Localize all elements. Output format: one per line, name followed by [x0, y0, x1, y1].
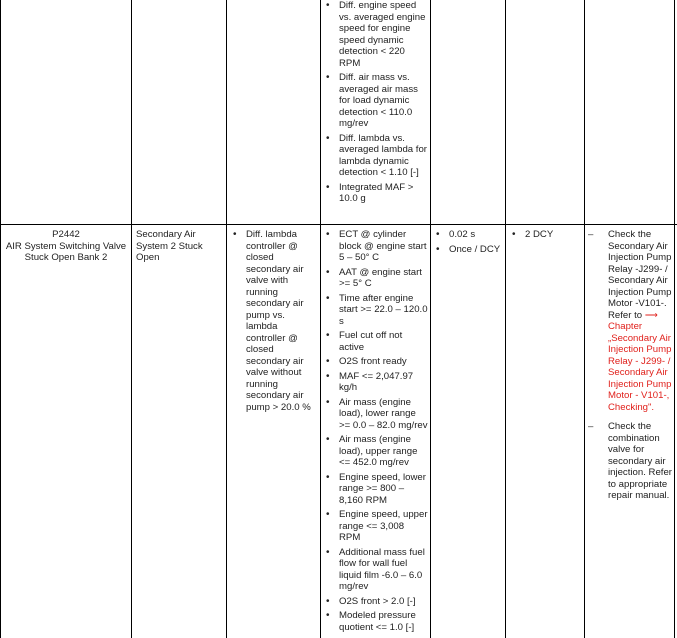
column-divider	[131, 0, 132, 638]
dtc-code: P2442	[52, 229, 80, 240]
repair-step-text: Check the Secondary Air Injection Pump Relay -J299- / Secondary Air Injection Pump Motor -V101-. Refer to	[608, 229, 672, 321]
list-item: • Time after engine start >= 22.0 – 120.0 s	[326, 293, 428, 328]
list-item: • Engine speed, upper range <= 3,008 RPM	[326, 509, 428, 544]
list-item: • O2S front ready	[326, 356, 428, 368]
list-item: • Engine speed, lower range >= 800 – 8,160 RPM	[326, 472, 428, 507]
table-border-left	[0, 0, 1, 638]
threshold-list	[233, 229, 318, 413]
column-divider	[430, 0, 431, 638]
row2-conditions-list	[326, 229, 428, 633]
arrow-right-icon: ⟶	[644, 309, 658, 320]
repair-step	[588, 229, 672, 413]
threshold-cell	[233, 229, 318, 416]
list-item: • Diff. lambda controller @ closed secondary air valve with running secondary air pump vs. lambda controller @ closed secondary air valve without running secondary air pump > 20.0 %	[233, 229, 318, 413]
mil-list	[512, 229, 582, 241]
error-type-text: Secondary Air System 2 Stuck Open	[136, 229, 203, 263]
row-divider	[0, 224, 677, 225]
list-item: • ECT @ cylinder block @ engine start 5 – 50° C	[326, 229, 428, 264]
list-item: • Diff. engine speed vs. averaged engine speed for engine speed dynamic detection < 220 RPM	[326, 0, 428, 69]
time-required-cell	[436, 229, 502, 258]
repair-steps-list	[588, 229, 672, 502]
column-divider	[226, 0, 227, 638]
list-item: • Air mass (engine load), upper range <= 452.0 mg/rev	[326, 434, 428, 469]
list-item: • AAT @ engine start >= 5° C	[326, 267, 428, 290]
repair-step-text: Check the combination valve for secondary air injection. Refer to appropriate repair manual.	[608, 421, 672, 501]
row1-enable-conditions-cell	[326, 0, 428, 208]
list-item: • Modeled pressure quotient <= 1.0 [-]	[326, 610, 428, 633]
column-divider	[584, 0, 585, 638]
list-item: • O2S front > 2.0 [-]	[326, 596, 428, 608]
list-item: • Diff. lambda vs. averaged lambda for lambda dynamic detection < 1.10 [-]	[326, 133, 428, 179]
table-border-right	[674, 0, 675, 638]
list-item: • Air mass (engine load), lower range >= 0.0 – 82.0 mg/rev	[326, 397, 428, 432]
dtc-description: AIR System Switching Valve Stuck Open Bank 2	[5, 240, 127, 263]
list-item: • Once / DCY	[436, 244, 502, 256]
list-item: • Integrated MAF > 10.0 g	[326, 182, 428, 205]
error-type-cell	[136, 229, 222, 264]
list-item: • 0.02 s	[436, 229, 502, 241]
list-item: • 2 DCY	[512, 229, 582, 241]
list-item: • Fuel cut off not active	[326, 330, 428, 353]
chapter-link[interactable]: Chapter „Secondary Air Injection Pump Relay - J299- / Secondary Air Injection Pump Motor - V101-, Checking".	[608, 321, 672, 413]
dtc-cell	[3, 229, 129, 264]
list-item: • Additional mass fuel flow for wall fuel liquid film -6.0 – 6.0 mg/rev	[326, 547, 428, 593]
repair-step	[588, 421, 672, 502]
row2-enable-conditions-cell	[326, 229, 428, 636]
column-divider	[320, 0, 321, 638]
mil-cell	[512, 229, 582, 244]
column-divider	[505, 0, 506, 638]
list-item: • MAF <= 2,047.97 kg/h	[326, 371, 428, 394]
list-item: • Diff. air mass vs. averaged air mass for load dynamic detection < 110.0 mg/rev	[326, 72, 428, 130]
time-list	[436, 229, 502, 255]
row1-conditions-list	[326, 0, 428, 205]
repair-cell	[588, 229, 672, 510]
